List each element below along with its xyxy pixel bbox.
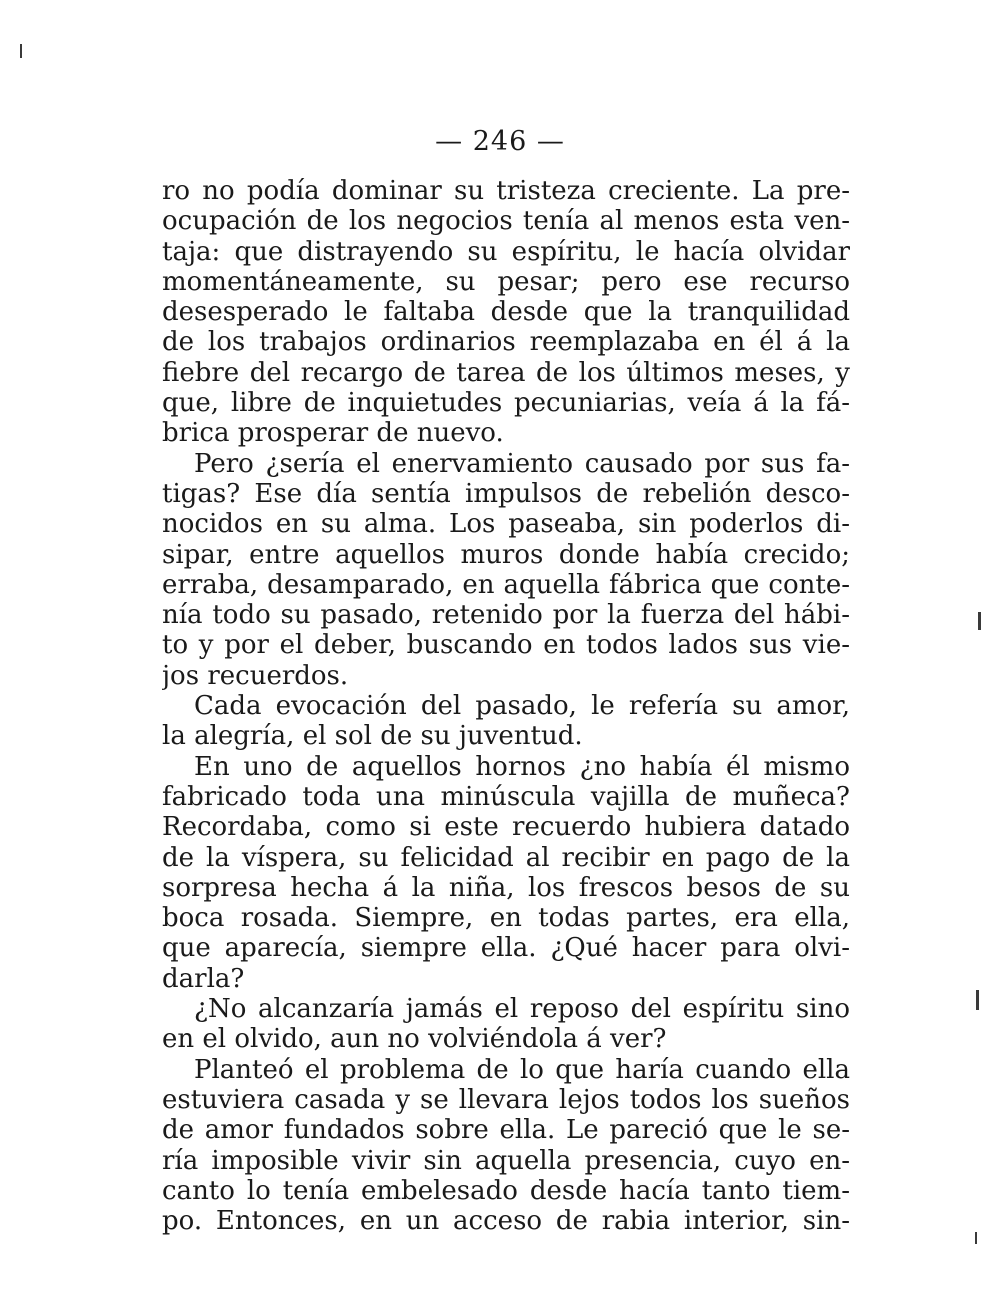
text-line: que, libre de inquietudes pecuniarias, veía á la fá- (162, 388, 850, 419)
text-line: brica prosperar de nuevo. (162, 418, 504, 449)
text-line: fabricado toda una minúscula vajilla de muñeca? (162, 781, 850, 812)
text-line: ¿No alcanzaría jamás el reposo del espíritu sino (194, 994, 850, 1025)
text-line: erraba, desamparado, en aquella fábrica que conte- (162, 569, 850, 600)
scan-mark (978, 612, 981, 630)
text-line: momentáneamente, su pesar; pero ese recurso (162, 266, 850, 297)
text-line: en el olvido, aun no volviéndola á ver? (162, 1024, 667, 1055)
text-line: de los trabajos ordinarios reemplazaba en él á la (162, 327, 850, 358)
text-line: nía todo su pasado, retenido por la fuerza del hábi- (162, 600, 850, 631)
scan-mark (20, 44, 22, 58)
text-line: sipar, entre aquellos muros donde había crecido; (162, 539, 850, 570)
text-line: fiebre del recargo de tarea de los últimos meses, y (162, 357, 850, 388)
text-line: canto lo tenía embelesado desde hacía tanto tiem- (162, 1175, 850, 1206)
text-line: boca rosada. Siempre, en todas partes, era ella, (162, 903, 850, 934)
text-line: tigas? Ese día sentía impulsos de rebelión desco- (162, 478, 850, 509)
text-line: sorpresa hecha á la niña, los frescos besos de su (162, 872, 850, 903)
text-line: ocupación de los negocios tenía al menos esta ven- (162, 206, 850, 237)
text-line: Pero ¿sería el enervamiento causado por sus fa- (194, 448, 850, 479)
text-line: darla? (162, 963, 245, 994)
text-line: la alegría, el sol de su juventud. (162, 721, 583, 752)
text-line: que aparecía, siempre ella. ¿Qué hacer para olvi- (162, 933, 850, 964)
text-line: ría imposible vivir sin aquella presencia, cuyo en- (162, 1145, 850, 1176)
text-line: jos recuerdos. (162, 660, 349, 691)
text-line: Planteó el problema de lo que haría cuando ella (194, 1054, 850, 1085)
text-line: Cada evocación del pasado, le refería su amor, (194, 691, 850, 722)
text-line: En uno de aquellos hornos ¿no había él mismo (194, 751, 850, 782)
text-line: desesperado le faltaba desde que la tranquilidad (162, 297, 850, 328)
text-line: to y por el deber, buscando en todos lados sus vie- (162, 630, 850, 661)
body-text (162, 176, 850, 1236)
text-line: estuviera casada y se llevara lejos todos los sueños (162, 1084, 850, 1115)
text-line: de la víspera, su felicidad al recibir en pago de la (162, 842, 850, 873)
text-line: Recordaba, como si este recuerdo hubiera datado (162, 812, 850, 843)
text-line: ro no podía dominar su tristeza creciente. La pre- (162, 176, 850, 206)
text-line: nocidos en su alma. Los paseaba, sin poderlos di- (162, 509, 850, 540)
scan-mark (976, 990, 979, 1010)
text-line: taja: que distrayendo su espíritu, le hacía olvidar (162, 236, 850, 267)
scan-mark (975, 1232, 977, 1244)
text-line: po. Entonces, en un acceso de rabia interior, sin- (162, 1206, 850, 1237)
page-number: — 246 — (435, 126, 565, 157)
text-line: de amor fundados sobre ella. Le pareció que le se- (162, 1115, 850, 1146)
